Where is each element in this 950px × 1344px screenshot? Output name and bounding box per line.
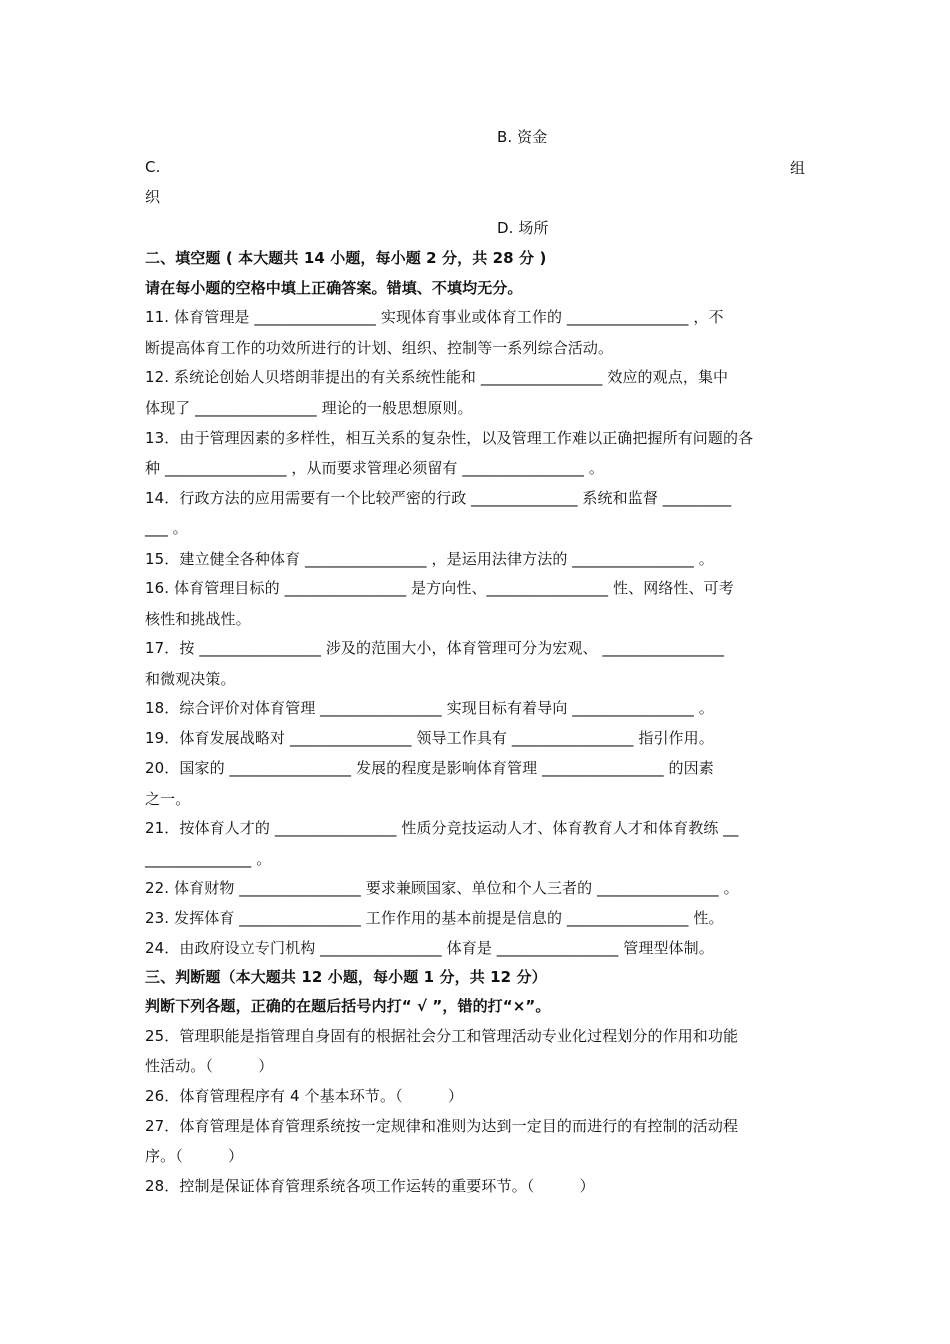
option-b: B. 资金 — [497, 128, 548, 146]
question-20-line-1: 20．国家的 ________________ 发展的程度是影响体育管理 ________________ 的因素 — [145, 759, 714, 777]
section-title-judge: 三、判断题（本大题共 12 小题，每小题 1 分，共 12 分） — [145, 968, 547, 986]
question-21-line-2: ______________ 。 — [145, 850, 272, 868]
section-title-fill: 二、填空题 ( 本大题共 14 小题，每小题 2 分，共 28 分 ) — [145, 249, 547, 267]
section-instruction-judge: 判断下列各题，正确的在题后括号内打“ √ ”，错的打“×”。 — [145, 997, 551, 1015]
question-20-line-2: 之一。 — [145, 790, 191, 808]
question-13-line-2: 种 ________________ ，从而要求管理必须留有 ________________ 。 — [145, 459, 604, 477]
question-17-line-1: 17．按 ________________ 涉及的范围大小，体育管理可分为宏观、 ________________ — [145, 639, 725, 657]
option-c-text-2: 织 — [145, 188, 161, 206]
option-d: D. 场所 — [497, 219, 549, 237]
question-26-line-1: 26．体育管理程序有 4 个基本环节。（ ） — [145, 1087, 464, 1105]
question-13-line-1: 13．由于管理因素的多样性，相互关系的复杂性，以及管理工作难以正确把握所有问题的各 — [145, 429, 754, 447]
option-c-label: C. — [145, 158, 161, 176]
question-21-line-1: 21．按体育人才的 ________________ 性质分竞技运动人才、体育教育人才和体育教练 __ — [145, 819, 739, 837]
section-instruction-fill: 请在每小题的空格中填上正确答案。错填、不填均无分。 — [145, 279, 523, 297]
question-28-line-1: 28．控制是保证体育管理系统各项工作运转的重要环节。（ ） — [145, 1177, 595, 1195]
question-17-line-2: 和微观决策。 — [145, 670, 236, 688]
question-14-line-2: ___ 。 — [145, 519, 188, 537]
question-11-line-2: 断提高体育工作的功效所进行的计划、组织、控制等一系列综合活动。 — [145, 339, 614, 357]
question-19-line-1: 19．体育发展战略对 ________________ 领导工作具有 ________________ 指引作用。 — [145, 729, 714, 747]
question-27-line-2: 序。（ ） — [145, 1147, 244, 1165]
question-27-line-1: 27．体育管理是体育管理系统按一定规律和准则为达到一定目的而进行的有控制的活动程 — [145, 1117, 739, 1135]
question-22-line-1: 22. 体育财物 ________________ 要求兼顾国家、单位和个人三者的 ________________ 。 — [145, 879, 739, 897]
option-c-text-1: 组 — [790, 159, 806, 177]
question-12-line-2: 体现了 ________________ 理论的一般思想原则。 — [145, 399, 473, 417]
question-18-line-1: 18．综合评价对体育管理 ________________ 实现目标有着导向 ________________ 。 — [145, 699, 714, 717]
question-14-line-1: 14．行政方法的应用需要有一个比较严密的行政 ______________ 系统和监督 _________ — [145, 489, 732, 507]
question-16-line-2: 核性和挑战性。 — [145, 610, 251, 628]
question-15-line-1: 15．建立健全各种体育 ________________ ，是运用法律方法的 ________________ 。 — [145, 550, 714, 568]
question-25-line-2: 性活动。（ ） — [145, 1057, 274, 1075]
question-12-line-1: 12. 系统论创始人贝塔朗菲提出的有关系统性能和 ________________ 效应的观点，集中 — [145, 368, 729, 386]
question-25-line-1: 25．管理职能是指管理自身固有的根据社会分工和管理活动专业化过程划分的作用和功能 — [145, 1027, 739, 1045]
question-23-line-1: 23. 发挥体育 ________________ 工作作用的基本前提是信息的 ________________ 性。 — [145, 909, 724, 927]
question-11-line-1: 11. 体育管理是 ________________ 实现体育事业或体育工作的 ________________ ，不 — [145, 308, 724, 326]
question-16-line-1: 16. 体育管理目标的 ________________ 是方向性、________________ 性、网络性、可考 — [145, 579, 734, 597]
question-24-line-1: 24．由政府设立专门机构 ________________ 体育是 ________________ 管理型体制。 — [145, 939, 714, 957]
